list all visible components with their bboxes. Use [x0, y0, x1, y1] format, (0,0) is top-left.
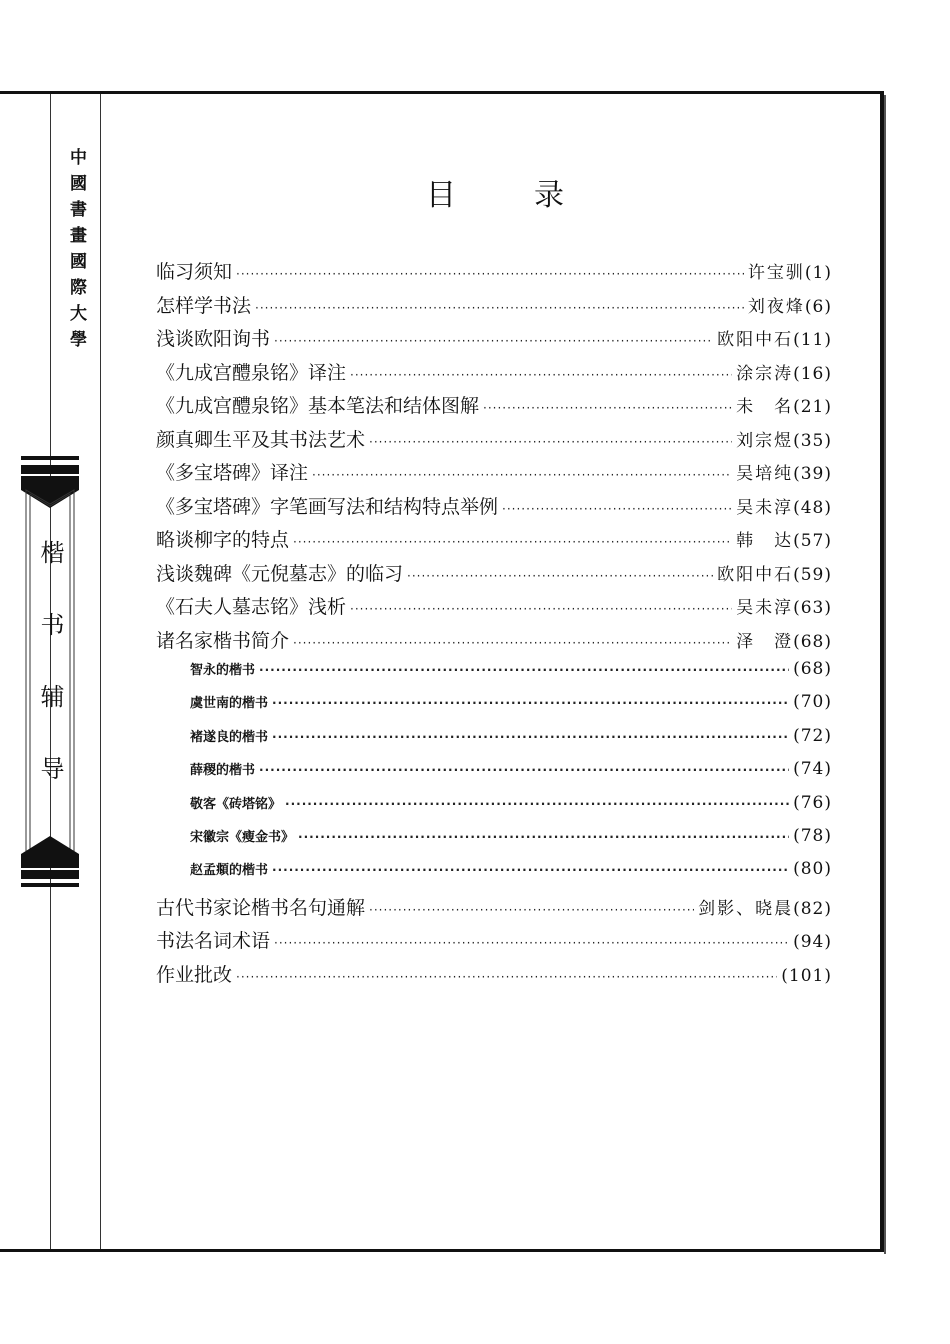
frame-right-shadow — [884, 95, 886, 1254]
dot-leader — [236, 267, 744, 281]
toc-entry-title: 怎样学书法 — [156, 294, 252, 317]
dot-leader — [274, 936, 789, 950]
toc-entry-author: 刘宗煜 — [736, 430, 794, 451]
toc-subentry — [156, 759, 832, 792]
dot-leader — [369, 903, 694, 917]
toc-entry — [156, 391, 832, 425]
toc-entry — [156, 893, 832, 927]
toc-entry-author: 欧阳中石 — [717, 564, 794, 585]
toc-entry-title: 《多宝塔碑》字笔画写法和结构特点举例 — [156, 495, 499, 518]
dot-leader — [255, 301, 744, 315]
toc-entry-page: (72) — [793, 725, 832, 746]
toc-entry-page: (101) — [781, 965, 832, 986]
toc-entry-page: (21) — [793, 397, 832, 417]
toc-entry-page: (1) — [804, 263, 832, 283]
toc-entry-page: (57) — [793, 531, 832, 551]
toc-entry-title: 赵孟頫的楷书 — [190, 863, 269, 879]
toc-entry-author: 剑影、晓晨 — [698, 898, 794, 919]
toc-entry — [156, 525, 832, 559]
dot-leader — [274, 334, 713, 348]
toc-entry-title: 薛稷的楷书 — [190, 763, 256, 779]
toc-entry-title: 《九成宫醴泉铭》基本笔法和结体图解 — [156, 395, 480, 417]
toc-entry-author: 吴未淳 — [736, 598, 794, 618]
toc-entry — [156, 324, 832, 358]
toc-entry — [156, 559, 832, 593]
toc-entry-title: 古代书家论楷书名句通解 — [156, 896, 366, 919]
dot-leader — [298, 830, 789, 844]
frame-top-border — [0, 91, 884, 94]
toc-entry-title: 《石夫人墓志铭》浅析 — [156, 596, 347, 618]
dot-leader — [236, 970, 777, 984]
toc-entry-page: (76) — [793, 792, 832, 813]
dot-leader — [272, 730, 789, 744]
toc-entry — [156, 425, 832, 459]
toc-entry-page: (16) — [793, 363, 832, 384]
toc-subentry — [156, 726, 832, 759]
dot-leader — [285, 797, 789, 811]
toc-entry-title: 颜真卿生平及其书法艺术 — [156, 428, 366, 451]
toc-subentry — [156, 659, 832, 692]
toc-entry — [156, 926, 832, 960]
toc-entry-title: 浅谈魏碑《元倪墓志》的临习 — [156, 562, 404, 585]
toc-entry-page: (70) — [793, 692, 832, 713]
toc-entry-author: 许宝驯 — [747, 263, 805, 283]
toc-entry-page: (80) — [793, 859, 832, 880]
toc-entry-author: 泽 澄 — [736, 631, 794, 652]
book-title: 楷书辅导 — [36, 540, 64, 828]
dot-leader — [259, 763, 789, 777]
dot-leader — [293, 636, 732, 650]
toc-entry-page: (48) — [793, 497, 832, 518]
toc-entry — [156, 358, 832, 392]
toc-entry-title: 《多宝塔碑》译注 — [156, 462, 309, 484]
toc-entry-title: 浅谈欧阳询书 — [156, 328, 271, 350]
toc-entry-author: 欧阳中石 — [717, 330, 794, 350]
toc-entry-title: 略谈柳字的特点 — [156, 529, 290, 551]
series-title: 中國書畫國際大學 — [66, 148, 86, 356]
toc-entry-page: (11) — [793, 330, 832, 350]
toc-entry-page: (78) — [793, 825, 832, 846]
toc-entry-page: (35) — [793, 430, 832, 451]
page-heading: 目录 — [426, 178, 642, 213]
dot-leader — [272, 863, 789, 877]
toc-subentry — [156, 793, 832, 826]
dot-leader — [293, 535, 732, 549]
frame-bottom-border — [0, 1249, 884, 1252]
toc-entry-title: 敬客《砖塔铭》 — [190, 796, 282, 812]
toc-entry — [156, 291, 832, 325]
toc-entry-page: (6) — [804, 296, 832, 317]
toc-entry-author: 吴培纯 — [736, 464, 794, 484]
dot-leader — [369, 435, 732, 449]
toc-entry-title: 智永的楷书 — [190, 663, 256, 678]
toc-entry-title: 书法名词术语 — [156, 930, 271, 953]
dot-leader — [272, 696, 789, 710]
toc-subentry — [156, 692, 832, 725]
toc-entry — [156, 257, 832, 291]
toc-entry — [156, 626, 832, 660]
dot-leader — [502, 502, 732, 516]
toc-entry-author: 未 名 — [736, 397, 794, 417]
toc-entry — [156, 960, 832, 994]
dot-leader — [259, 663, 789, 677]
toc-entry-author: 刘夜烽 — [747, 296, 805, 317]
dot-leader — [350, 368, 732, 382]
toc-subentry — [156, 859, 832, 892]
toc-entry-title: 《九成宫醴泉铭》译注 — [156, 361, 347, 384]
toc-entry-title: 褚遂良的楷书 — [190, 729, 269, 745]
dot-leader — [407, 569, 713, 583]
toc-entry-title: 宋徽宗《瘦金书》 — [190, 829, 295, 845]
toc-entry-page: (39) — [793, 464, 832, 484]
toc-entry-page: (63) — [793, 598, 832, 618]
toc-subentry — [156, 826, 832, 859]
dot-leader — [350, 602, 732, 616]
toc-entry-author: 涂宗涛 — [736, 363, 794, 384]
toc-entry-author: 吴未淳 — [736, 497, 794, 518]
toc-entry-page: (74) — [793, 759, 832, 780]
toc-entry-author: 韩 达 — [736, 531, 794, 551]
toc-entry-page: (59) — [793, 564, 832, 585]
toc-entry-page: (68) — [793, 659, 832, 679]
toc-entry — [156, 492, 832, 526]
toc-entry-title: 虞世南的楷书 — [190, 696, 269, 712]
toc-entry-page: (82) — [793, 898, 832, 919]
toc-entry-title: 作业批改 — [156, 963, 233, 986]
toc-entry-page: (68) — [793, 631, 832, 652]
dot-leader — [483, 401, 732, 415]
toc-entry — [156, 592, 832, 626]
toc-entry-page: (94) — [793, 932, 832, 953]
toc-entry — [156, 458, 832, 492]
toc-entry-title: 临习须知 — [156, 261, 233, 283]
toc-entry-title: 诸名家楷书简介 — [156, 629, 290, 652]
table-of-contents — [156, 257, 832, 993]
dot-leader — [312, 468, 732, 482]
